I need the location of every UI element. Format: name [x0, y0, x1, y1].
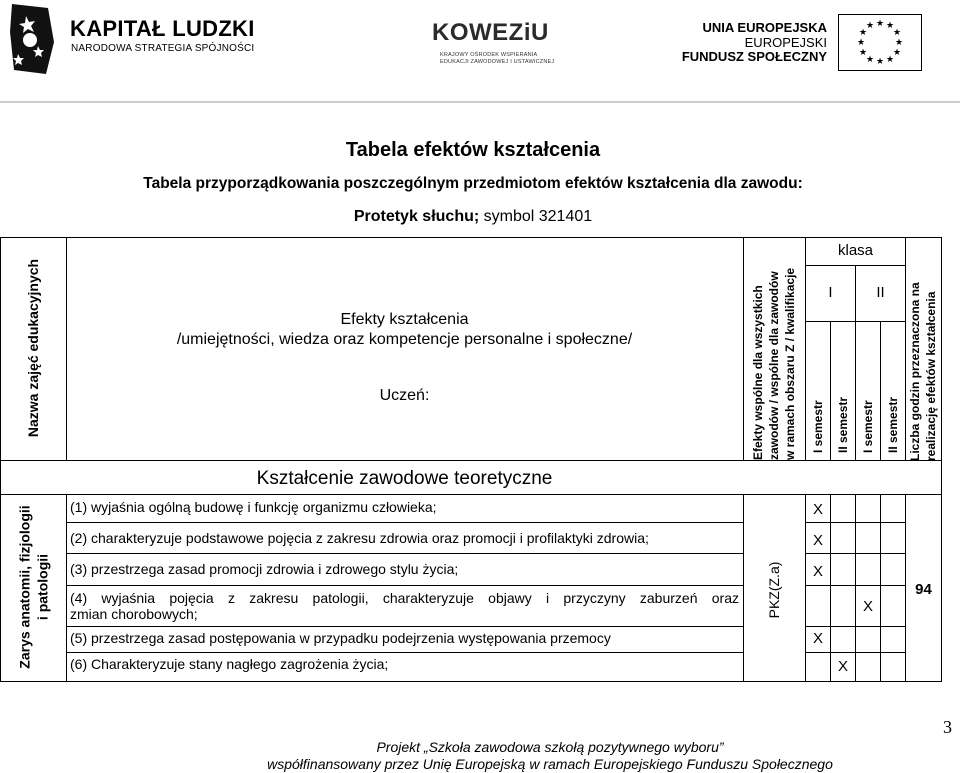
- hours-header-line-2: realizację efektów kształcenia: [924, 291, 938, 461]
- common-effects-header: [750, 238, 798, 460]
- mark-row-1: X: [812, 501, 823, 518]
- effect-row-1: (1) wyjaśnia ogólną budowę i funkcję organizmu człowieka;: [70, 499, 437, 515]
- common-effects-header-line-2: zawodów / wspólne dla zawodów: [767, 271, 781, 460]
- hours-value: 94: [915, 581, 932, 598]
- common-effects-header-line-1: Efekty wspólne dla wszystkich: [751, 285, 765, 460]
- effects-header-title: Efekty kształcenia: [340, 311, 469, 328]
- student-label: Uczeń:: [379, 387, 430, 404]
- svg-text:★: ★: [865, 55, 875, 65]
- mark-row-2: X: [812, 532, 823, 549]
- page-subtitle: Tabela przyporządkowania poszczególnym przedmiotom efektów kształcenia dla zawodu:: [143, 175, 803, 192]
- page-title: Tabela efektów kształcenia: [345, 139, 601, 161]
- mark-row-6: X: [837, 658, 848, 675]
- subject-name-line-2: i patologii: [34, 553, 51, 621]
- subject-name-line-1: Zarys anatomii, fizjologii: [16, 505, 33, 669]
- effect-row-2: (2) charakteryzuje podstawowe pojęcia z zakresu zdrowia oraz promocji i profilaktyki zdrowia;: [70, 530, 649, 546]
- mark-row-5: X: [812, 630, 823, 647]
- svg-text:★: ★: [892, 48, 902, 58]
- koweziu-logo-title: KOWEZiU: [432, 19, 549, 46]
- kapital-ludzki-title: KAPITAŁ LUDZKI: [70, 16, 255, 41]
- effect-row-4-line-1: (4) wyjaśnia pojęcia z zakresu patologii, charakteryzuje objawy i przyczyny zaburzeń oraz: [70, 590, 739, 606]
- eu-logo-line-2: EUROPEJSKI: [744, 35, 827, 50]
- koweziu-logo-subtitle-2: EDUKACJI ZAWODOWEJ I USTAWICZNEJ: [440, 59, 555, 65]
- common-code: PKZ(Z.a): [766, 561, 782, 619]
- svg-text:★: ★: [892, 28, 902, 38]
- footer-line-1: Projekt „Szkoła zawodowa szkołą pozytywnego wyboru”: [376, 739, 724, 755]
- common-effects-header-line-3: w ramach obszaru Z / kwalifikacje: [783, 267, 797, 460]
- svg-text:★: ★: [865, 21, 875, 31]
- svg-text:★: ★: [856, 38, 866, 48]
- profession-name: Protetyk słuchu;: [353, 208, 480, 225]
- koweziu-logo-subtitle-1: KRAJOWY OŚRODEK WSPIERANIA: [440, 52, 538, 58]
- hours-header: [907, 239, 939, 461]
- svg-text:★: ★: [885, 55, 895, 65]
- klasa-ii: II: [876, 284, 885, 301]
- effect-row-4-line-2: zmian chorobowych;: [70, 606, 198, 622]
- section-title: Kształcenie zawodowe teoretyczne: [256, 468, 553, 489]
- kapital-ludzki-subtitle: NARODOWA STRATEGIA SPÓJNOŚCI: [71, 43, 255, 54]
- semester-header-3: I semestr: [861, 400, 875, 453]
- effect-row-5: (5) przestrzega zasad postępowania w przypadku podejrzenia występowania przemocy: [70, 630, 611, 646]
- effect-row-3: (3) przestrzega zasad promocji zdrowia i zdrowego stylu życia;: [70, 561, 459, 577]
- svg-text:★: ★: [875, 19, 885, 29]
- klasa-i: I: [828, 284, 833, 301]
- eu-logo-line-3: FUNDUSZ SPOŁECZNY: [681, 49, 827, 64]
- eu-logo-line-1: UNIA EUROPEJSKA: [702, 20, 827, 35]
- page-number: 3: [943, 717, 952, 737]
- semester-header-4: II semestr: [886, 396, 900, 453]
- subject-column-header: Nazwa zajęć edukacyjnych: [25, 258, 41, 438]
- svg-text:★: ★: [894, 38, 904, 48]
- mark-row-3: X: [812, 563, 823, 580]
- footer-line-2: współfinansowany przez Unię Europejską w ramach Europejskiego Funduszu Społecznego: [267, 756, 833, 772]
- effect-row-6: (6) Charakteryzuje stany nagłego zagrożenia życia;: [70, 656, 389, 672]
- svg-text:★: ★: [858, 48, 868, 58]
- mark-row-4: X: [862, 598, 873, 615]
- klasa-header: klasa: [837, 242, 874, 259]
- hours-header-line-1: Liczba godzin przeznaczona na: [908, 282, 922, 461]
- effects-header-subtitle: /umiejętności, wiedza oraz kompetencje personalne i społeczne/: [176, 331, 633, 348]
- svg-text:★: ★: [885, 21, 895, 31]
- profession-symbol: symbol 321401: [479, 208, 593, 225]
- subject-name: [16, 494, 52, 681]
- svg-text:★: ★: [858, 28, 868, 38]
- semester-header-1: I semestr: [811, 400, 825, 453]
- svg-text:★: ★: [875, 57, 885, 67]
- semester-header-2: II semestr: [836, 396, 850, 453]
- effects-header: [66, 310, 743, 350]
